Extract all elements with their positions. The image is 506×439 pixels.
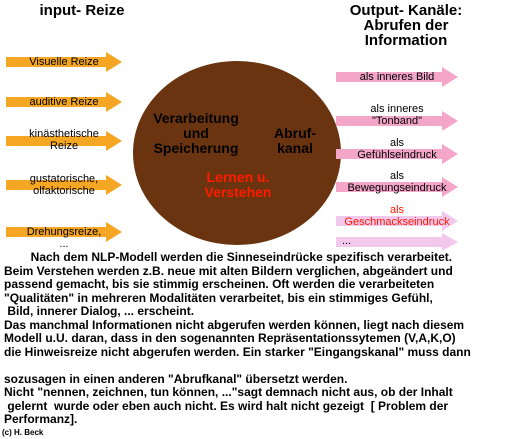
output-label-movement: als Bewegungseindruck: [347, 170, 447, 194]
process-label: Verarbeitung und Speicherung: [153, 110, 239, 156]
text-line: gelernt wurde oder eben auch nicht. Es wird halt nicht gezeigt [ Problem der: [4, 398, 449, 413]
input-arrow-visual: [6, 52, 122, 72]
input-label-kinesthetic: kinästhetische Reize: [29, 128, 99, 152]
output-label-image: als inneres Bild: [359, 71, 435, 83]
output-arrow-more: [336, 233, 458, 251]
output-arrow-movement: [336, 169, 458, 197]
input-label-auditory: auditive Reize: [29, 96, 99, 108]
input-arrow-rotation: [6, 222, 122, 250]
input-arrow-gustatory: [6, 172, 122, 200]
output-arrow-tape: [336, 102, 458, 130]
output-arrow-image: [336, 67, 458, 87]
output-label-tape: als inneres "Tonband": [370, 103, 424, 127]
text-line: passend gemacht, bis sie stimmig erscheinen. Oft werden die verarbeiteten: [4, 277, 435, 291]
text-line: Bild, innerer Dialog, ... erscheint.: [4, 304, 195, 318]
input-label-gustatory: gustatorische, olfaktorische: [29, 173, 99, 197]
input-header: input- Reize: [39, 2, 125, 19]
arrow-shape-icon: [336, 233, 458, 251]
input-label-visual: Visuelle Reize: [29, 56, 99, 68]
input-arrow-auditory: [6, 92, 122, 112]
text-line: Nach dem NLP-Modell werden die Sinneseindrücke spezifisch verarbeitet.: [4, 250, 453, 264]
text-line: Performanz].: [4, 412, 78, 426]
learning-label: Lernen u. Verstehen: [204, 169, 272, 200]
output-arrow-feeling: [336, 136, 458, 164]
output-label-feeling: als Gefühlseindruck: [357, 137, 437, 161]
copyright-credit: (c) H. Beck: [2, 428, 44, 437]
text-line: "Qualitäten" in mehreren Modalitäten verarbeitet, bis ein stimmiges Gefühl,: [4, 290, 433, 305]
input-arrow-kinesthetic: [6, 127, 122, 155]
explanation-text: [4, 251, 504, 427]
text-line: Beim Verstehen werden z.B. neue mit alten Bildern verglichen, abgeändert und: [4, 263, 453, 278]
output-arrow-taste: [336, 203, 458, 231]
text-line: sozusagen in einen anderen "Abrufkanal" übersetzt werden.: [4, 371, 348, 386]
text-line: Das manchmal Informationen nicht abgerufen werden können, liegt nach diesem: [4, 317, 465, 332]
recall-channel-label: Abruf- kanal: [274, 125, 316, 156]
output-header: Output- Kanäle: Abrufen der Information: [349, 2, 463, 49]
text-line: Nicht "nennen, zeichnen, tun können, ..."sagt demnach nicht aus, ob der Inhalt: [4, 385, 453, 399]
input-label-rotation: Drehungsreize, ...: [26, 226, 102, 250]
output-label-more: ...: [342, 235, 352, 247]
text-line: die Hinweisreize nicht abgerufen werden. Ein starker "Eingangskanal" muss dann: [4, 344, 471, 359]
output-label-taste: als Geschmackseindruck: [344, 204, 450, 228]
text-line: Modell u.U. daran, dass in den sogenannten Repräsentationssytemen (V,A,K,O): [4, 331, 456, 345]
text-line: [4, 359, 504, 373]
